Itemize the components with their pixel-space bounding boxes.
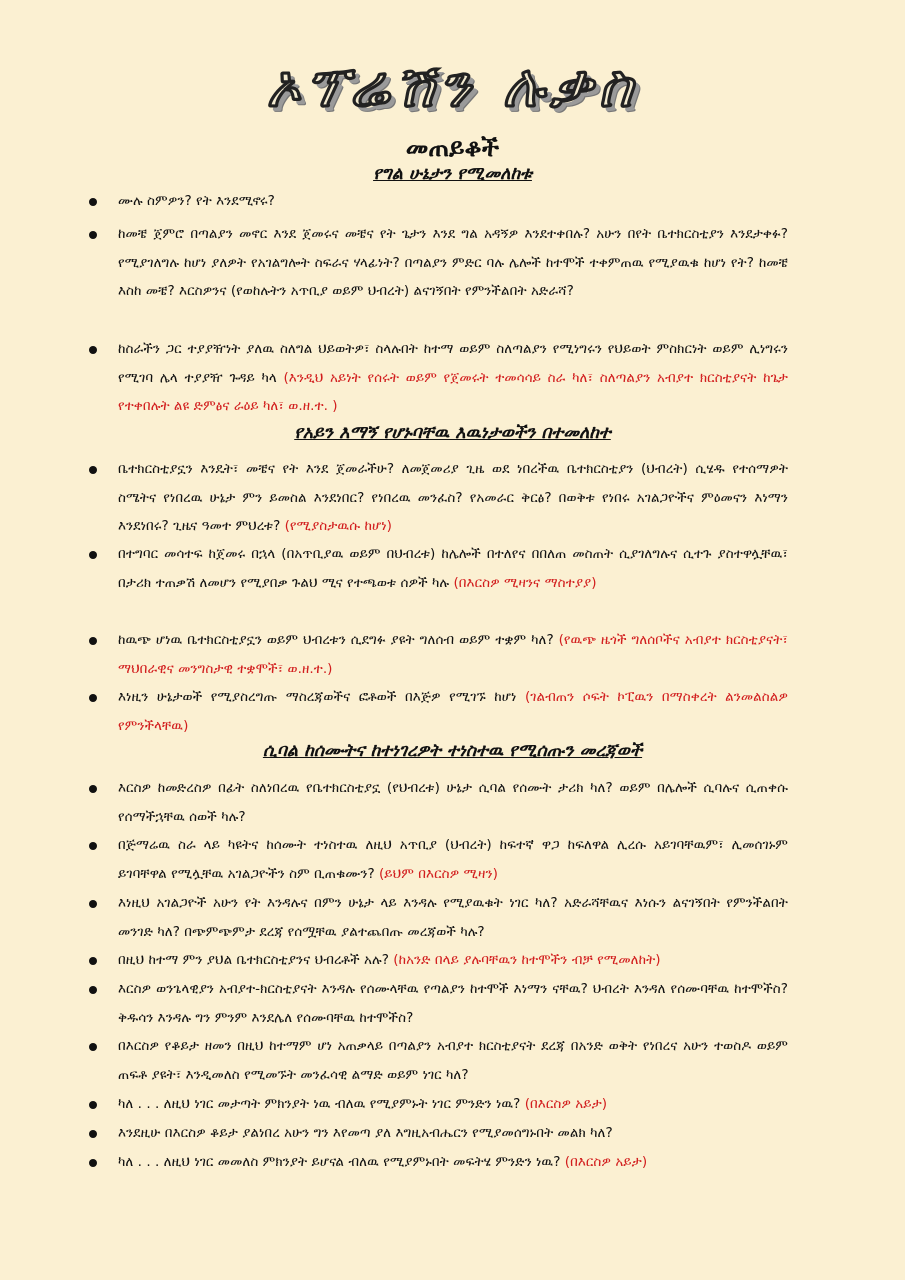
bullet-icon: [89, 551, 97, 559]
list-item: ከስራችን ጋር ተያያዥነት ያለዉ ስለግል ህይወትዎ፣ ስላሉበት ከተማ ወይም ስለጣልያን የሚነግሩን የህይወት ምስክርነት ወይም ሊነግሩን የሚገባ ሌላ ተያያዥ ጉዳይ ካላ (እንዲህ አይነት የሰሩት ወይም የጀመሩት ተመሳሳይ ስራ ካለ፣ ስለጣልያን አብያተ ክርስቲያናት ከጌታ የተቀበሉት ልዩ ድምፅና ራዕይ ካለ፣ ወ.ዘ.ተ. ): [118, 341, 788, 415]
list-item: እንደዚሁ በእርስዎ ቆይታ ያልነበረ አሁን ግን እየመጣ ያለ እግዚአብሔርን የሚያመሰግኑበት መልክ ካለ?: [118, 1125, 613, 1141]
bullet-icon: [89, 842, 97, 850]
list-item: ካለ . . . ለዚህ ነገር መታጣት ምክንያት ነዉ ብለዉ የሚያምኑት ነገር ምንድን ነዉ? (በእርስዎ አይታ): [118, 1096, 608, 1112]
list-item: በጅማሬዉ ስራ ላይ ካዩትና ከሰሙት ተነስተዉ ለዚህ አጥቢያ (ህብረት) ከፍተኛ ዋጋ ከፍለዋል ሊረሱ አይገባቸዉም፣ ሊመሰገኑም ይገባቸዋል የሚሏቸዉ አገልጋዮችን ስም ቢጠቁሙን? (ይህም በእርስዎ ሚዛን): [118, 837, 788, 882]
bullet-icon: [89, 1130, 97, 1138]
bullet-icon: [89, 986, 97, 994]
bullet-icon: [89, 694, 97, 702]
bullet-icon: [89, 1159, 97, 1167]
section-heading: የአይን እማኝ የሆኑባቸዉ እዉነታወችን በተመለከተ: [294, 423, 611, 443]
list-item: በእርስዎ የቆይታ ዘመን በዚህ ከተማም ሆነ አጠቃላይ በጣልያን አብያተ ክርስቲያናት ደረጃ በአንድ ወቅት የነበረና አሁን ተወስዶ ወይም ጠፍቶ ያዩት፣ እንዲመለስ የሚመኙት መንፈሳዊ ልማድ ወይም ነገር ካለ?: [118, 1038, 788, 1083]
bullet-icon: [89, 198, 97, 206]
contents-heading: መጠይቆች: [405, 133, 500, 162]
bullet-icon: [89, 346, 97, 354]
list-item: ከመቼ ጀምሮ በጣልያን መኖር እንደ ጀመሩና መቼና የት ጌታን እንደ ግል አዳኝዎ እንደተቀበሉ? አሁን በየት ቤተክርስቲያን እንደታቀፉ? የሚያገለግሉ ከሆነ ያለዎት የአገልግሎት ስፍራና ሃላፊነት? በጣልያን ምድር ባሉ ሌሎች ከተሞች ተቀምጠዉ የሚያዉቁ ከሆነ የት? ከመቼ እስከ መቼ? እርስዎንና (የወከሉትን አጥቢያ ወይም ህብረት) ልናገኝበት የምንችልበት አድራሻ?: [118, 226, 788, 300]
list-item: በዚህ ከተማ ምን ያህል ቤተክርስቲያንና ህብረቶች አሉ? (ከአንድ በላይ ያሉባቸዉን ከተሞችን ብቻ የሚመለከት): [118, 952, 661, 968]
bullet-icon: [89, 1043, 97, 1051]
list-item: እነዚን ሁኔታወች የሚያስረግጡ ማስረጃወችና ፎቶወች በእጅዎ የሚገኙ ከሆነ (ገልብጠን ሶፍት ኮፒዉን በማስቀረት ልንመልስልዎ የምንችላቸዉ): [118, 689, 788, 734]
list-item: እነዚህ አገልጋዮች አሁን የት እንዳሉና በምን ሁኔታ ላይ እንዳሉ የሚያዉቁት ነገር ካለ? አድራሻቸዉና እነሱን ልናገኝበት የምንችልበት መንገድ ካለ? በጭምጭምታ ደረጃ የሰሟቸዉ ያልተጨበጡ መረጃወች ካሉ?: [118, 895, 788, 940]
bullet-icon: [89, 900, 97, 908]
list-item: ከዉጭ ሆነዉ ቤተክርስቲያኗን ወይም ህብረቱን ሲደግፉ ያዩት ግለሰብ ወይም ተቋም ካለ? (የዉጭ ዜጎች ግለሰቦችና አብያተ ክርስቲያናት፣ ማህበራዊና መንግስታዊ ተቋሞች፣ ወ.ዘ.ተ.): [118, 632, 789, 677]
list-item: እርስዎ ወንጌላዊያን አብያተ-ክርስቲያናት እንዳሉ የሰሙላቸዉ የጣልያን ከተሞች እነማን ናቸዉ? ህብረት እንዳለ የሰሙባቸዉ ከተሞችስ? ቅዱሳን እንዳሉ ግን ምንም እንደሌለ የሰሙባቸዉ ከተሞችስ?: [118, 981, 788, 1026]
list-item: ሙሉ ስምዎን? የት እንደሚኖሩ?: [118, 193, 275, 209]
section-heading: ሲባል ከሰሙትና ከተነገረዎት ተነስተዉ የሚሰጡን መረጃወች: [262, 741, 643, 761]
list-item: ካለ . . . ለዚህ ነገር መመለስ ምክንያት ይሆናል ብለዉ የሚያምኑበት መፍትሄ ምንድን ነዉ? (በእርስዎ አይታ): [118, 1154, 648, 1170]
bullet-icon: [89, 466, 97, 474]
list-item: እርስዎ ከመድረስዎ በፊት ስለነበረዉ የቤተክርስቲያኗ (የህብረቱ) ሁኔታ ሲባል የሰሙት ታሪክ ካለ? ወይም በሌሎች ሲባሉና ሲጠቀሱ የሰማችኋቸዉ ሰወች ካሉ?: [118, 780, 788, 825]
section-heading: የግል ሁኔታን የሚመለከቱ: [373, 164, 532, 184]
list-item: ቤተክርስቲያኗን እንዴት፣ መቼና የት እንደ ጀመራችሁ? ለመጀመሪያ ጊዜ ወደ ነበረችዉ ቤተክርስቲያን (ህብረት) ሲሄዱ የተሰማዎት ስሜትና የነበረዉ ሁኔታ ምን ይመስል እንደነበር? የነበረዉ መንፈስ? የአመራር ቅርፅ? በወቅቱ የነበሩ አገልጋዮችና ምዕመናን እነማን እንደነበሩ? ጊዜና ዓመተ ምህረቱ? (የሚያስታዉሱ ከሆነ): [118, 461, 788, 535]
list-item: በተግባር መሳተፍ ከጀመሩ በኋላ (በአጥቢያዉ ወይም በህብረቱ) ከሌሎች በተለየና በበለጠ መስጠት ሲያገለግሉና ሲተጉ ያስተዋሏቸዉ፣ በታሪክ ተጠቃሽ ለመሆን የሚያበቃ ጉልህ ሚና የተጫወቱ ሰዎች ካሉ (በእርስዎ ሚዛንና ማስተያያ): [118, 546, 788, 591]
document-title: ኦፕሬሽን ሉቃስ: [266, 52, 639, 120]
bullet-icon: [89, 637, 97, 645]
bullet-icon: [89, 785, 97, 793]
bullet-icon: [89, 231, 97, 239]
bullet-icon: [89, 957, 97, 965]
bullet-icon: [89, 1101, 97, 1109]
